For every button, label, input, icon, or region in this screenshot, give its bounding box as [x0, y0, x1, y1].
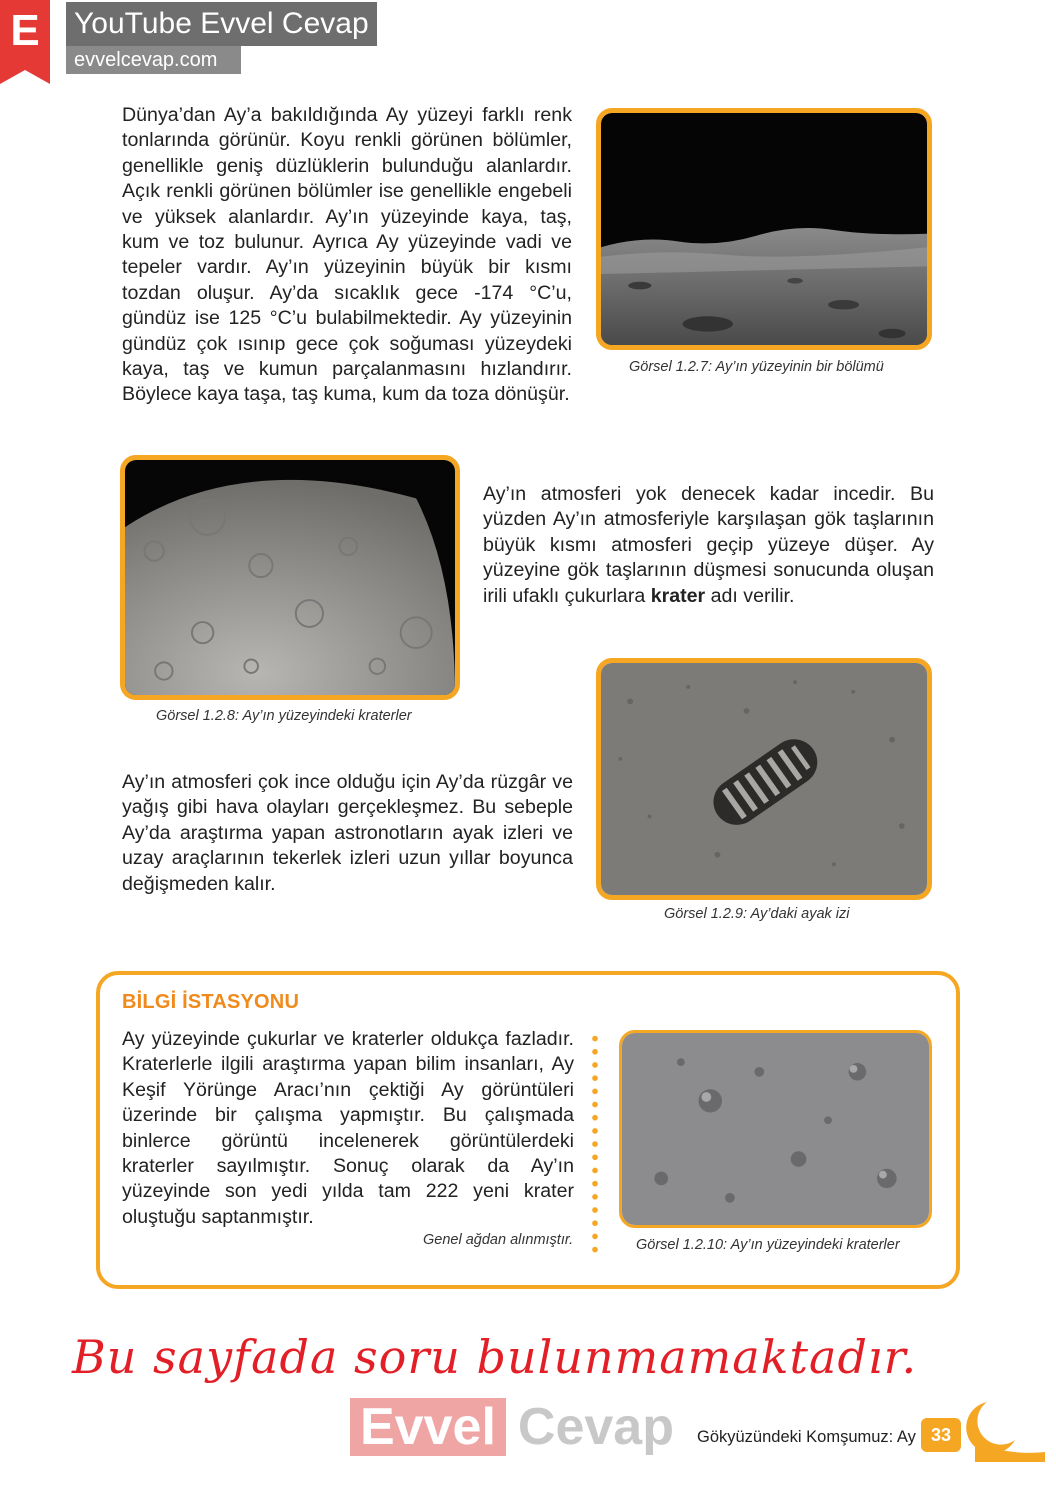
paragraph-atmosphere-crater [483, 482, 934, 609]
brand-url[interactable]: evvelcevap.com [66, 46, 241, 74]
note-no-questions: Bu sayfada soru bulunmamaktadır. [72, 1330, 918, 1384]
paragraph-text-end: adı verilir. [705, 584, 795, 607]
caption-fig-1-2-9: Görsel 1.2.9: Ay’daki ayak izi [664, 906, 850, 922]
page-number: 33 [921, 1418, 961, 1452]
term-krater: krater [650, 584, 706, 607]
brand-logo-e: E [0, 0, 50, 70]
paragraph-moon-surface: Dünya’dan Ay’a bakıldığında Ay yüzeyi farklı renk tonlarında görünür. Koyu renkli görünen bölümler, genellikle geniş düzlüklerin bulunduğu alanlardır. Açık renkli görünen bölümler ise genellikle engebeli ve yüksek alanlardır. Ay’ın yüzeyinde kaya, taş, kum ve toz bulunur. Ayrıca Ay yüzeyinde vadi ve tepeler vardır. Ay’ın yüzeyinin büyük bir kısmı tozdan oluşur. Ay’da sıcaklık gece -174 °C’u, gündüz ise 125 °C’u bulabilmektedir. Ay yüzeyinin gündüz çok ısınıp gece çok soğuması yüzeydeki kaya, taş ve kumun parçalanmasını hızlandırır. Böylece kaya taşa, taş kuma, kum da toza dönüşür. [122, 104, 572, 406]
footer-logo-evvel: Evvel [350, 1398, 506, 1456]
photo-moon-surface-section [596, 108, 932, 350]
footer-logo-cevap: Cevap [517, 1398, 674, 1456]
footer-chapter-title: Gökyüzündeki Komşumuz: Ay [697, 1428, 916, 1446]
caption-fig-1-2-7: Görsel 1.2.7: Ay’ın yüzeyinin bir bölümü [629, 359, 884, 375]
paragraph-text: Ay’ın atmosferi yok denecek kadar incedir. Bu yüzden Ay’ın atmosferiyle karşılaşan gök taşlarının büyük kısmı atmosferi geçip yüzeye düşer. Ay yüzeyine gök taşlarının düşmesi sonucunda oluşan irili ufaklı çukurlara [483, 483, 934, 607]
info-box-text: Ay yüzeyinde çukurlar ve kraterler oldukça fazladır. Kraterlerle ilgili araştırma yapan bilim insanları, Ay Keşif Yörünge Aracı’nın çektiği Ay görüntüleri üzerinde bir çalışma yapmıştır. Bu çalışmada binlerce görüntü incelenerek görüntülerdeki kraterler sayılmıştır. Sonuç olarak da Ay’ın yüzeyinde son yedi yılda tam 222 yeni krater oluştuğu saptanmıştır. [122, 1028, 574, 1228]
photo-craters-closeup [619, 1030, 932, 1228]
crescent-moon-icon [953, 1396, 1023, 1456]
photo-moon-craters [120, 455, 460, 700]
footer-logo [350, 1396, 674, 1458]
dotted-divider [592, 1032, 598, 1254]
photo-footprint [596, 658, 932, 900]
info-box-source: Genel ağdan alınmıştır. [423, 1232, 574, 1248]
caption-fig-1-2-8: Görsel 1.2.8: Ay’ın yüzeyindeki kraterler [156, 708, 412, 724]
footprint-illustration [601, 663, 927, 895]
lunar-horizon-illustration [601, 113, 927, 345]
caption-fig-1-2-10: Görsel 1.2.10: Ay’ın yüzeyindeki kraterler [636, 1237, 900, 1253]
craters-closeup-illustration [622, 1033, 929, 1225]
paragraph-footprints: Ay’ın atmosferi çok ince olduğu için Ay’da rüzgâr ve yağış gibi hava olayları gerçekleşmez. Bu sebeple Ay’da araştırma yapan astronotların ayak izleri ve uzay araçlarının tekerlek izleri uzun yıllar boyunca değişmeden kalır. [122, 771, 573, 895]
brand-title: YouTube Evvel Cevap [66, 2, 377, 46]
moon-craters-illustration [125, 460, 455, 695]
info-box-title: BİLGİ İSTASYONU [122, 991, 300, 1013]
